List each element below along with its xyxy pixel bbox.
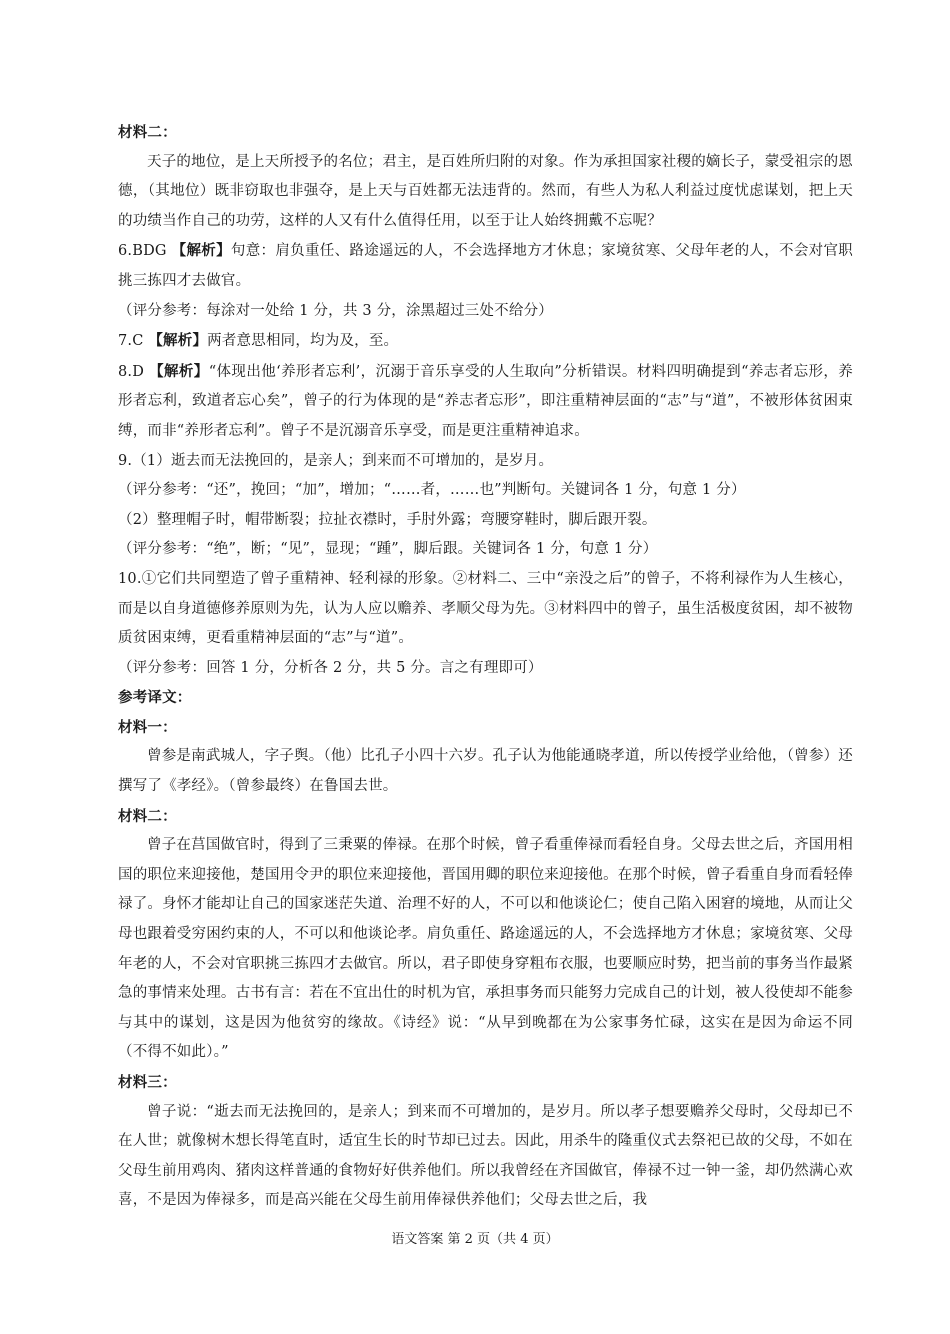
material3-text: 曾子说：“逝去而无法挽回的，是亲人；到来而不可增加的，是岁月。所以孝子想要赡养父母时，父母却已不在人世；就像树木想长得笔直时，适宜生长的时节却已过去。因此，用杀牛的隆重仪式去祭祀已故的父母，不如在父母生前用鸡肉、猪肉这样普通的食物好好供养他们。所以我曾经在齐国做官，俸禄不过一钟一釜，却仍然满心欢喜，不是因为俸禄多，而是高兴能在父母生前用俸禄供养他们；父母去世之后，我 — [118, 1103, 853, 1209]
q7-number: 7.C — [118, 333, 144, 350]
material1-heading: 材料一： — [118, 718, 177, 736]
q6-tag: 【解析】 — [171, 242, 231, 260]
q7-tag: 【解析】 — [148, 332, 208, 350]
q6-number: 6.BDG — [118, 243, 167, 260]
reference-heading: 参考译文： — [118, 689, 192, 707]
material3-heading: 材料三： — [118, 1074, 177, 1091]
q8-tag: 【解析】 — [149, 362, 209, 380]
q9-scoring2: （评分参考：“绝”，断；“见”，显现；“踵”，脚后跟。关键词各 1 分，句意 1 分） — [118, 541, 658, 558]
q6-scoring: （评分参考：每涂对一处给 1 分，共 3 分，涂黑超过三处不给分） — [118, 302, 553, 319]
q9-part2: （2）整理帽子时，帽带断裂；拉扯衣襟时，手肘外露；弯腰穿鞋时，脚后跟开裂。 — [118, 511, 657, 528]
q7-text: 两者意思相同，均为及，至。 — [207, 333, 399, 350]
material2-translation-a: 天子的地位，是上天所授予的名位；君主，是百姓所归附的对象。作为承担国家社稷的嫡长子，蒙受祖宗的恩德，（其地位）既非窃取也非强夺，是上天与百姓都无法违背的。然而，有些人为私人利益过度忧虑谋划，把上天的功绩当作自己的功劳，这样的人又有什么值得任用，以至于让人始终拥戴不忘呢？ — [118, 153, 853, 229]
q9-part1: 9.（1）逝去而无法挽回的，是亲人；到来而不可增加的，是岁月。 — [118, 452, 554, 469]
material2-heading-a: 材料二： — [118, 124, 177, 141]
material1-text: 曾参是南武城人，字子舆。（他）比孔子小四十六岁。孔子认为他能通晓孝道，所以传授学业给他，（曾参）还撰写了《孝经》。（曾参最终）在鲁国去世。 — [118, 748, 853, 795]
page-footer: 语文答案 第 2 页（共 4 页） — [391, 1232, 559, 1247]
q9-scoring1: （评分参考：“还”，挽回；“加”，增加；“……者，……也”判断句。关键词各 1 分，句意 1 分） — [118, 482, 746, 499]
q6-answer — [118, 236, 853, 296]
q7-answer — [118, 326, 853, 357]
q8-answer — [118, 357, 853, 447]
material2-heading-b: 材料二： — [118, 807, 177, 825]
q8-number: 8.D — [118, 363, 145, 380]
q8-text: “体现出他‘养形者忘利’，沉溺于音乐享受的人生取向”分析错误。材料四明确提到“养志者忘形，养形者忘利，致道者忘心矣”，曾子的行为体现的是“养志者忘形”，即注重精神层面的“志”与“道”，不被形体贫困束缚，而非“养形者忘利”。曾子不是沉溺音乐享受，而是更注重精神追求。 — [118, 363, 853, 439]
q10-answer: 10.①它们共同塑造了曾子重精神、轻利禄的形象。②材料二、三中“亲没之后”的曾子，不将利禄作为人生核心，而是以自身道德修养原则为先，认为人应以赡养、孝顺父母为先。③材料四中的曾子，虽生活极度贫困，却不被物质贫困束缚，更看重精神层面的“志”与“道”。 — [118, 570, 853, 647]
page-content — [118, 118, 853, 1216]
q6-text: 句意：肩负重任、路途遥远的人，不会选择地方才休息；家境贫寒、父母年老的人，不会对官职挑三拣四才去做官。 — [118, 243, 853, 289]
q10-scoring: （评分参考：回答 1 分，分析各 2 分，共 5 分。言之有理即可） — [118, 659, 543, 676]
material2-text-b: 曾子在莒国做官时，得到了三秉粟的俸禄。在那个时候，曾子看重俸禄而看轻自身。父母去世之后，齐国用相国的职位来迎接他，楚国用令尹的职位来迎接他，晋国用卿的职位来迎接他。在那个时候，曾子看重自身而看轻俸禄了。身怀才能却让自己的国家迷茫失道、治理不好的人，不可以和他谈论仁；使自己陷入困窘的境地，从而让父母也跟着受穷困约束的人，不可以和他谈论孝。肩负重任、路途遥远的人，不会选择地方才休息；家境贫寒、父母年老的人，不会对官职挑三拣四才去做官。所以，君子即使身穿粗布衣服，也要顺应时势，把当前的事务当作最紧急的事情来处理。古书有言：若在不宜出仕的时机为官，承担事务而只能努力完成自己的计划，被人役使却不能参与其中的谋划，这是因为他贫穷的缘故。《诗经》说：“从早到晚都在为公家事务忙碌，这实在是因为命运不同（不得不如此）。” — [118, 837, 853, 1061]
